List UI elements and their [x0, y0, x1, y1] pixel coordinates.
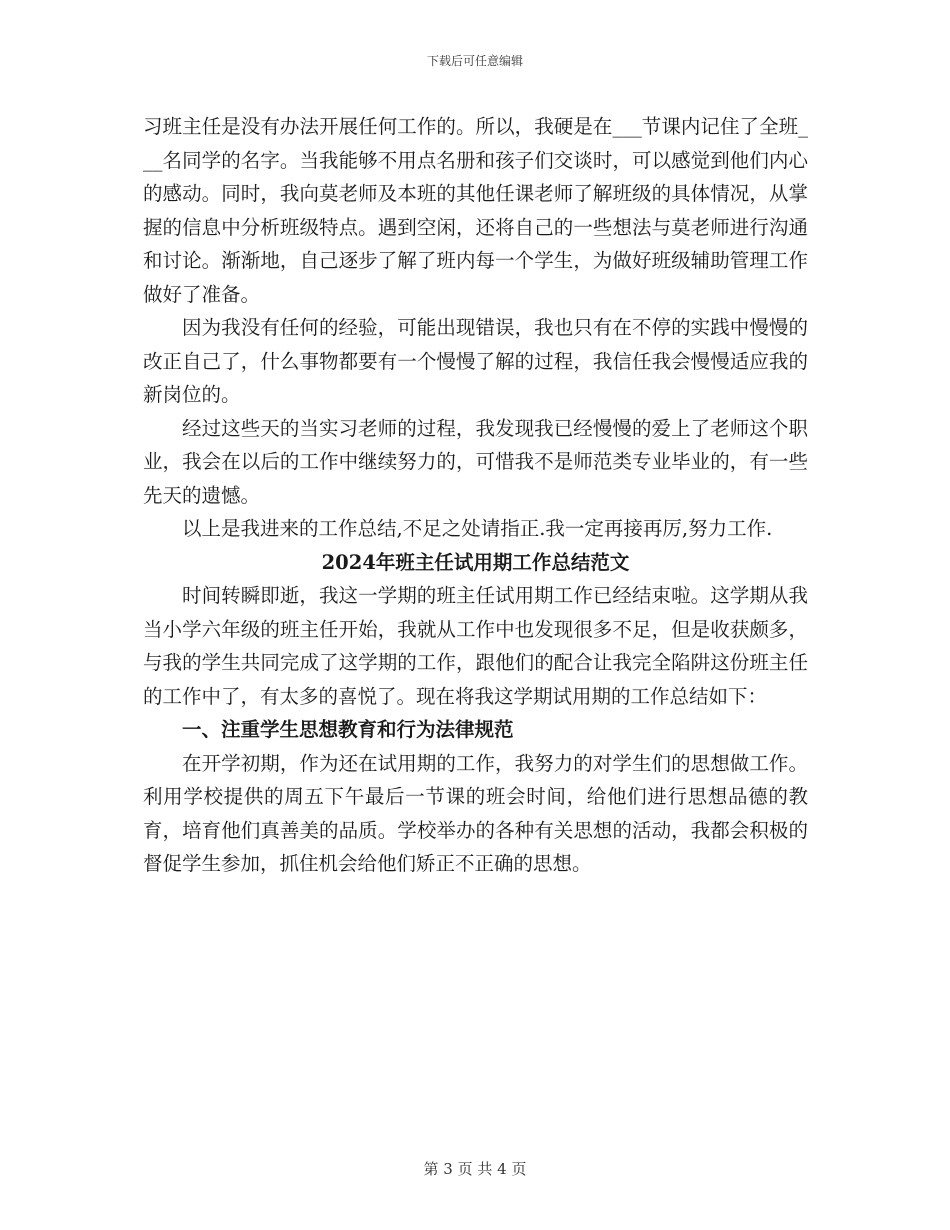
paragraph-1: 习班主任是没有办法开展任何工作的。所以，我硬是在___节课内记住了全班___名同学的名字。当我能够不用点名册和孩子们交谈时，可以感觉到他们内心的感动。同时，我向莫老师及本班的其他任课老师了解班级的具体情况，从掌握的信息中分析班级特点。遇到空闲，还将自己的一些想法与莫老师进行沟通和讨论。渐渐地，自己逐步了解了班内每一个学生，为做好班级辅助管理工作做好了准备。 — [143, 115, 808, 306]
section-title: 2024年班主任试用期工作总结范文 — [321, 550, 630, 574]
paragraph-6: 在开学初期，作为还在试用期的工作，我努力的对学生们的思想做工作。利用学校提供的周五下午最后一节课的班会时间，给他们进行思想品德的教育，培育他们真善美的品质。学校举办的各种有关思想的活动，我都会积极的督促学生参加，抓住机会给他们矫正不正确的思想。 — [143, 751, 808, 875]
document-body — [143, 110, 808, 881]
paragraph-3: 经过这些天的当实习老师的过程，我发现我已经慢慢的爱上了老师这个职业，我会在以后的工作中继续努力的，可惜我不是师范类专业毕业的，有一些先天的遗憾。 — [143, 416, 808, 507]
page-header: 下载后可任意编辑 — [426, 54, 523, 68]
subheading-1: 一、注重学生思想教育和行为法律规范 — [182, 718, 514, 741]
paragraph-2: 因为我没有任何的经验，可能出现错误，我也只有在不停的实践中慢慢的改正自己了，什么事物都要有一个慢慢了解的过程，我信任我会慢慢适应我的新岗位的。 — [143, 316, 808, 406]
paragraph-5: 时间转瞬即逝，我这一学期的班主任试用期工作已经结束啦。这学期从我当小学六年级的班主任开始，我就从工作中也发现很多不足，但是收获颇多，与我的学生共同完成了这学期的工作，跟他们的配合让我完全陷阱这份班主任的工作中了，有太多的喜悦了。现在将我这学期试用期的工作总结如下： — [143, 584, 808, 708]
page-number: 第 3 页 共 4 页 — [423, 1160, 527, 1178]
paragraph-4: 以上是我进来的工作总结,不足之处请指正.我一定再接再厉,努力工作. — [182, 517, 773, 540]
